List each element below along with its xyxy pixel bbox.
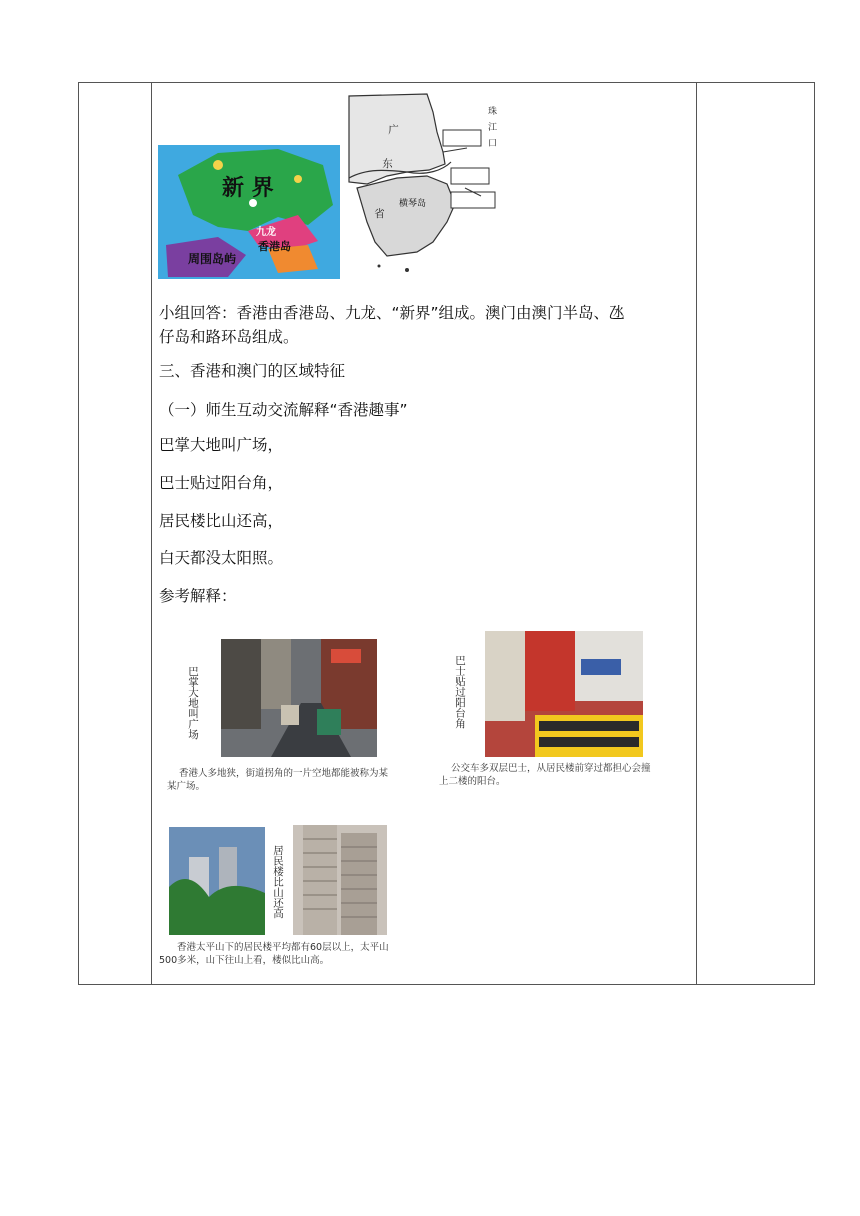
map-label-new-territories: 新 界 xyxy=(222,176,274,201)
map-label-guang: 广 xyxy=(387,124,399,135)
poem-line-3: 居民楼比山还高， xyxy=(159,512,284,530)
photo2-caption-1: 公交车多双层巴士，从居民楼前穿过都担心会撞 xyxy=(451,763,651,774)
photo1-caption-1: 香港人多地狭，街道拐角的一片空地都能被称为某 xyxy=(179,768,389,779)
column-divider-right xyxy=(696,83,697,984)
subsection-heading: （一）师生互动交流解释“香港趣事” xyxy=(159,401,408,419)
poem-line-4: 白天都没太阳照。 xyxy=(159,549,284,567)
photo-street-square xyxy=(221,639,377,757)
map-label-sheng: 省 xyxy=(373,208,385,219)
photo2-caption-2: 上二楼的阳台。 xyxy=(439,776,506,787)
photo3-caption-1: 香港太平山下的居民楼平均都有60层以上，太平山 xyxy=(177,942,389,953)
hong-kong-map xyxy=(158,145,340,279)
poem-line-2: 巴士贴过阳台角， xyxy=(159,474,284,492)
map-label-hengqin: 横琴岛 xyxy=(399,199,427,209)
table-frame xyxy=(78,82,815,985)
answer-line-1: 小组回答：香港由香港岛、九龙、“新界”组成。澳门由澳门半岛、氹 xyxy=(159,304,625,322)
main-cell xyxy=(151,83,696,984)
photo1-vertical-label: 巴掌大地叫广场 xyxy=(187,666,199,740)
answer-line-2: 仔岛和路环岛组成。 xyxy=(159,328,299,346)
map-label-zhu: 珠 xyxy=(486,106,496,115)
photo-green-hill xyxy=(169,827,265,935)
poem-line-1: 巴掌大地叫广场， xyxy=(159,436,284,454)
map-label-jiang: 江 xyxy=(486,122,496,131)
map-label-kou: 口 xyxy=(486,138,496,147)
photo-tower-block xyxy=(293,825,387,935)
photo3-vertical-label: 居民楼比山还高 xyxy=(272,845,284,919)
map-label-dong: 东 xyxy=(381,158,393,169)
photo1-caption-2: 某广场。 xyxy=(167,781,206,792)
map-label-hk-island: 香港岛 xyxy=(258,240,291,253)
photo2-vertical-label: 巴士贴过阳台角 xyxy=(454,655,466,729)
photo-double-decker xyxy=(485,631,643,757)
macau-map xyxy=(347,92,502,280)
map-label-outlying-islands: 周围岛屿 xyxy=(188,252,237,266)
photo3-caption-2: 500多米，山下往山上看，楼似比山高。 xyxy=(159,955,330,966)
section-heading: 三、香港和澳门的区域特征 xyxy=(159,362,346,380)
map-label-kowloon: 九龙 xyxy=(256,227,276,238)
reference-label: 参考解释： xyxy=(159,587,237,605)
